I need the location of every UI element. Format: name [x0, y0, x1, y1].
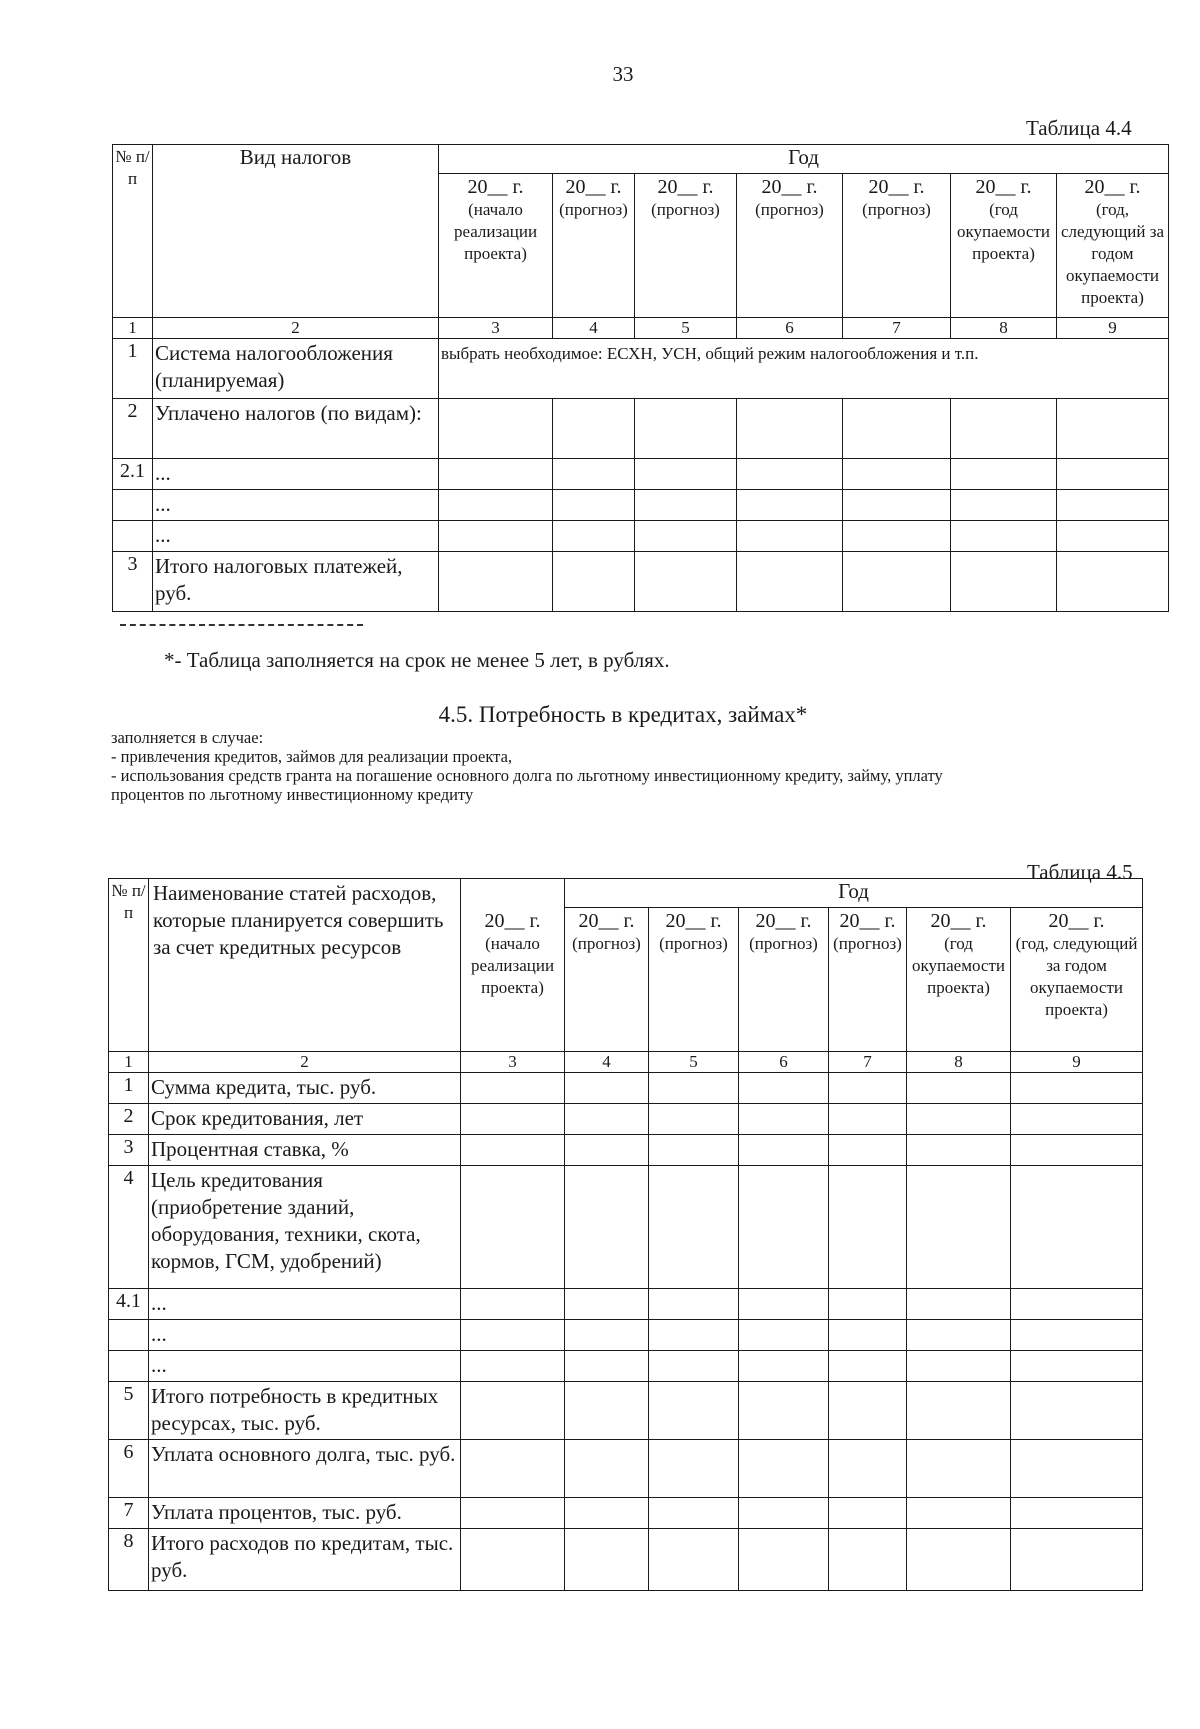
row-label: ... — [153, 490, 439, 521]
row-label: Срок кредитования, лет — [149, 1104, 461, 1135]
row-label: Система налогообложения (планируемая) — [153, 339, 439, 399]
table-row — [109, 1351, 1143, 1382]
column-index: 3 — [439, 318, 553, 339]
value-cell[interactable] — [1057, 552, 1169, 612]
value-cell[interactable] — [1011, 1320, 1143, 1351]
row-label: ... — [153, 521, 439, 552]
row-number: 1 — [113, 339, 153, 399]
blank-header-cell — [461, 879, 565, 908]
value-cell[interactable] — [461, 1073, 565, 1104]
table-row — [113, 459, 1169, 490]
value-cell[interactable] — [951, 459, 1057, 490]
value-cell[interactable] — [739, 1073, 829, 1104]
value-cell[interactable] — [739, 1351, 829, 1382]
value-cell[interactable] — [951, 399, 1057, 459]
value-cell[interactable] — [829, 1382, 907, 1440]
year-note: (прогноз) — [749, 934, 818, 953]
value-cell[interactable] — [649, 1529, 739, 1591]
value-cell[interactable] — [739, 1498, 829, 1529]
tax-table — [112, 144, 1169, 612]
year-header — [1057, 174, 1169, 318]
table-row — [109, 1073, 1143, 1104]
value-cell[interactable] — [461, 1382, 565, 1440]
value-cell[interactable] — [649, 1320, 739, 1351]
value-cell[interactable] — [649, 1073, 739, 1104]
value-cell[interactable] — [843, 459, 951, 490]
column-index: 9 — [1011, 1052, 1143, 1073]
value-cell[interactable] — [565, 1320, 649, 1351]
value-cell[interactable] — [907, 1289, 1011, 1320]
year-label: 20__ г. — [839, 910, 896, 932]
year-note: (прогноз) — [833, 934, 902, 953]
column-index: 4 — [565, 1052, 649, 1073]
value-cell[interactable] — [553, 399, 635, 459]
row-label: Итого расходов по кредитам, тыс. руб. — [149, 1529, 461, 1591]
value-cell[interactable] — [907, 1320, 1011, 1351]
value-cell[interactable] — [951, 521, 1057, 552]
year-header — [829, 908, 907, 1052]
value-cell[interactable] — [439, 490, 553, 521]
year-label: 20__ г. — [1048, 910, 1105, 932]
table-row — [113, 339, 1169, 399]
value-cell[interactable] — [1011, 1382, 1143, 1440]
value-cell[interactable] — [739, 1320, 829, 1351]
row-label: ... — [153, 459, 439, 490]
table-row — [109, 1498, 1143, 1529]
value-cell[interactable] — [843, 521, 951, 552]
tax-system-note: выбрать необходимое: ЕСХН, УСН, общий режим налогообложения и т.п. — [439, 339, 1169, 399]
column-index: 7 — [829, 1052, 907, 1073]
year-note: (год, следующий за годом окупаемости проекта) — [1015, 934, 1138, 1019]
value-cell[interactable] — [1057, 490, 1169, 521]
table-row — [113, 490, 1169, 521]
value-cell[interactable] — [565, 1166, 649, 1289]
value-cell[interactable] — [649, 1166, 739, 1289]
row-number — [113, 490, 153, 521]
row-number — [109, 1320, 149, 1351]
value-cell[interactable] — [649, 1135, 739, 1166]
row-number: 6 — [109, 1440, 149, 1498]
year-label: 20__ г. — [868, 176, 925, 198]
year-note: (прогноз) — [659, 934, 728, 953]
value-cell[interactable] — [907, 1529, 1011, 1591]
year-note: (прогноз) — [559, 200, 628, 219]
col-year-header: Год — [565, 879, 1143, 908]
row-number: 2.1 — [113, 459, 153, 490]
section-notes — [111, 728, 1111, 804]
year-label: 20__ г. — [665, 910, 722, 932]
table-row — [109, 1320, 1143, 1351]
value-cell[interactable] — [907, 1104, 1011, 1135]
footnote-separator — [120, 624, 363, 626]
row-label: Уплата процентов, тыс. руб. — [149, 1498, 461, 1529]
value-cell[interactable] — [439, 552, 553, 612]
row-number: 8 — [109, 1529, 149, 1591]
value-cell[interactable] — [843, 490, 951, 521]
value-cell[interactable] — [829, 1289, 907, 1320]
value-cell[interactable] — [737, 459, 843, 490]
year-label: 20__ г. — [755, 910, 812, 932]
value-cell[interactable] — [907, 1498, 1011, 1529]
year-header — [439, 174, 553, 318]
value-cell[interactable] — [739, 1440, 829, 1498]
column-index: 6 — [737, 318, 843, 339]
year-header — [737, 174, 843, 318]
value-cell[interactable] — [635, 552, 737, 612]
value-cell[interactable] — [553, 490, 635, 521]
year-note: (начало реализации проекта) — [453, 200, 538, 263]
year-header — [635, 174, 737, 318]
year-label: 20__ г. — [578, 910, 635, 932]
value-cell[interactable] — [907, 1166, 1011, 1289]
value-cell[interactable] — [461, 1529, 565, 1591]
row-number: 1 — [109, 1073, 149, 1104]
row-number: 7 — [109, 1498, 149, 1529]
value-cell[interactable] — [1057, 459, 1169, 490]
value-cell[interactable] — [565, 1073, 649, 1104]
credit-table — [108, 878, 1143, 1591]
col-num-header: № п/п — [113, 145, 153, 318]
value-cell[interactable] — [461, 1440, 565, 1498]
row-number — [109, 1351, 149, 1382]
value-cell[interactable] — [737, 399, 843, 459]
row-label: Уплачено налогов (по видам): — [153, 399, 439, 459]
table-row — [109, 1166, 1143, 1289]
table-row — [113, 521, 1169, 552]
year-header — [843, 174, 951, 318]
value-cell[interactable] — [907, 1351, 1011, 1382]
value-cell[interactable] — [829, 1529, 907, 1591]
value-cell[interactable] — [565, 1529, 649, 1591]
value-cell[interactable] — [737, 490, 843, 521]
value-cell[interactable] — [439, 399, 553, 459]
col-year-header: Год — [439, 145, 1169, 174]
value-cell[interactable] — [1011, 1440, 1143, 1498]
row-label: Сумма кредита, тыс. руб. — [149, 1073, 461, 1104]
value-cell[interactable] — [829, 1498, 907, 1529]
value-cell[interactable] — [461, 1104, 565, 1135]
column-index: 4 — [553, 318, 635, 339]
value-cell[interactable] — [907, 1073, 1011, 1104]
row-number: 2 — [109, 1104, 149, 1135]
year-note: (прогноз) — [755, 200, 824, 219]
value-cell[interactable] — [553, 459, 635, 490]
table-row — [113, 399, 1169, 459]
row-label: Цель кредитования (приобретение зданий, оборудования, техники, скота, кормов, ГСМ, удобрений) — [149, 1166, 461, 1289]
year-note: (начало реализации проекта) — [470, 933, 555, 997]
value-cell[interactable] — [649, 1382, 739, 1440]
value-cell[interactable] — [1011, 1135, 1143, 1166]
value-cell[interactable] — [951, 490, 1057, 521]
row-number — [113, 521, 153, 552]
value-cell[interactable] — [829, 1104, 907, 1135]
value-cell[interactable] — [565, 1351, 649, 1382]
value-cell[interactable] — [1011, 1498, 1143, 1529]
value-cell[interactable] — [1057, 399, 1169, 459]
row-label: Процентная ставка, % — [149, 1135, 461, 1166]
row-label: ... — [149, 1351, 461, 1382]
value-cell[interactable] — [461, 1498, 565, 1529]
year-label: 20__ г. — [467, 176, 524, 198]
value-cell[interactable] — [565, 1440, 649, 1498]
column-index: 5 — [649, 1052, 739, 1073]
note-line: заполняется в случае: — [111, 728, 264, 747]
year-label: 20__ г. — [761, 176, 818, 198]
column-index: 9 — [1057, 318, 1169, 339]
value-cell[interactable] — [439, 459, 553, 490]
value-cell[interactable] — [553, 552, 635, 612]
section-heading: 4.5. Потребность в кредитах, займах* — [438, 702, 808, 727]
table-4-5-caption: Таблица 4.5 — [1027, 860, 1133, 884]
table-row — [109, 1382, 1143, 1440]
table-row — [109, 1135, 1143, 1166]
value-cell[interactable] — [829, 1320, 907, 1351]
value-cell[interactable] — [461, 1135, 565, 1166]
value-cell[interactable] — [843, 552, 951, 612]
year-label: 20__ г. — [930, 910, 987, 932]
value-cell[interactable] — [553, 521, 635, 552]
value-cell[interactable] — [737, 521, 843, 552]
year-header — [951, 174, 1057, 318]
value-cell[interactable] — [635, 459, 737, 490]
year-header — [553, 174, 635, 318]
value-cell[interactable] — [739, 1104, 829, 1135]
row-label: Итого потребность в кредитных ресурсах, тыс. руб. — [149, 1382, 461, 1440]
table-4-4-caption: Таблица 4.4 — [1026, 116, 1132, 140]
note-line: - привлечения кредитов, займов для реализации проекта, — [111, 747, 513, 766]
table-row — [109, 1529, 1143, 1591]
value-cell[interactable] — [565, 1498, 649, 1529]
col-num-header: № п/п — [109, 879, 149, 1052]
column-index: 8 — [907, 1052, 1011, 1073]
value-cell[interactable] — [829, 1135, 907, 1166]
value-cell[interactable] — [565, 1382, 649, 1440]
value-cell[interactable] — [737, 552, 843, 612]
value-cell[interactable] — [461, 1351, 565, 1382]
year-label: 20__ г. — [975, 176, 1032, 198]
value-cell[interactable] — [439, 521, 553, 552]
year-label: 20__ г. — [484, 909, 541, 932]
col-tax-type-header: Вид налогов — [153, 145, 439, 318]
value-cell[interactable] — [649, 1289, 739, 1320]
row-number: 4 — [109, 1166, 149, 1289]
year-header — [1011, 908, 1143, 1052]
table-row — [109, 1289, 1143, 1320]
year-header — [907, 908, 1011, 1052]
value-cell[interactable] — [461, 1289, 565, 1320]
year-note: (год, следующий за годом окупаемости проекта) — [1061, 200, 1164, 307]
value-cell[interactable] — [907, 1135, 1011, 1166]
value-cell[interactable] — [565, 1289, 649, 1320]
row-number: 3 — [113, 552, 153, 612]
column-index: 7 — [843, 318, 951, 339]
row-label: ... — [149, 1320, 461, 1351]
table-row — [109, 1104, 1143, 1135]
value-cell[interactable] — [649, 1104, 739, 1135]
value-cell[interactable] — [1011, 1104, 1143, 1135]
value-cell[interactable] — [1011, 1289, 1143, 1320]
value-cell[interactable] — [739, 1166, 829, 1289]
value-cell[interactable] — [635, 399, 737, 459]
value-cell[interactable] — [565, 1135, 649, 1166]
year-note: (прогноз) — [862, 200, 931, 219]
year-header — [739, 908, 829, 1052]
value-cell[interactable] — [1011, 1073, 1143, 1104]
value-cell[interactable] — [829, 1351, 907, 1382]
value-cell[interactable] — [635, 490, 737, 521]
value-cell[interactable] — [829, 1073, 907, 1104]
value-cell[interactable] — [649, 1498, 739, 1529]
value-cell[interactable] — [565, 1104, 649, 1135]
table-row — [109, 1440, 1143, 1498]
year-note: (прогноз) — [651, 200, 720, 219]
value-cell[interactable] — [649, 1351, 739, 1382]
value-cell[interactable] — [843, 399, 951, 459]
value-cell[interactable] — [907, 1382, 1011, 1440]
value-cell[interactable] — [1057, 521, 1169, 552]
value-cell[interactable] — [461, 1166, 565, 1289]
column-index: 6 — [739, 1052, 829, 1073]
row-number: 5 — [109, 1382, 149, 1440]
value-cell[interactable] — [907, 1440, 1011, 1498]
page-number: 33 — [612, 62, 634, 86]
value-cell[interactable] — [739, 1135, 829, 1166]
value-cell[interactable] — [829, 1440, 907, 1498]
year-note: (год окупаемости проекта) — [957, 200, 1050, 263]
row-label: Итого налоговых платежей, руб. — [153, 552, 439, 612]
year-label: 20__ г. — [657, 176, 714, 198]
note-line: процентов по льготному инвестиционному кредиту — [111, 785, 474, 804]
col-item-header: Наименование статей расходов, которые планируется совершить за счет кредитных ресурсов — [149, 879, 461, 1052]
value-cell[interactable] — [461, 1320, 565, 1351]
footnote: *- Таблица заполняется на срок не менее 5 лет, в рублях. — [164, 648, 670, 672]
year-note: (прогноз) — [572, 934, 641, 953]
value-cell[interactable] — [739, 1382, 829, 1440]
row-label: ... — [149, 1289, 461, 1320]
year-label: 20__ г. — [1084, 176, 1141, 198]
row-number: 2 — [113, 399, 153, 459]
value-cell[interactable] — [739, 1529, 829, 1591]
note-line: - использования средств гранта на погашение основного долга по льготному инвестиционному кредиту, займу, уплату — [111, 766, 943, 785]
year-label: 20__ г. — [565, 176, 622, 198]
row-number: 3 — [109, 1135, 149, 1166]
value-cell[interactable] — [1011, 1529, 1143, 1591]
row-label: Уплата основного долга, тыс. руб. — [149, 1440, 461, 1498]
column-index: 8 — [951, 318, 1057, 339]
column-index: 2 — [153, 318, 439, 339]
year-header — [565, 908, 649, 1052]
value-cell[interactable] — [739, 1289, 829, 1320]
column-index: 2 — [149, 1052, 461, 1073]
value-cell[interactable] — [635, 521, 737, 552]
column-index: 3 — [461, 1052, 565, 1073]
row-number: 4.1 — [109, 1289, 149, 1320]
year-header — [649, 908, 739, 1052]
value-cell[interactable] — [1011, 1351, 1143, 1382]
table-row — [113, 552, 1169, 612]
year-note: (год окупаемости проекта) — [912, 934, 1005, 997]
column-index: 1 — [109, 1052, 149, 1073]
value-cell[interactable] — [829, 1166, 907, 1289]
column-index: 5 — [635, 318, 737, 339]
value-cell[interactable] — [951, 552, 1057, 612]
year-header — [461, 908, 565, 1052]
value-cell[interactable] — [649, 1440, 739, 1498]
value-cell[interactable] — [1011, 1166, 1143, 1289]
column-index: 1 — [113, 318, 153, 339]
